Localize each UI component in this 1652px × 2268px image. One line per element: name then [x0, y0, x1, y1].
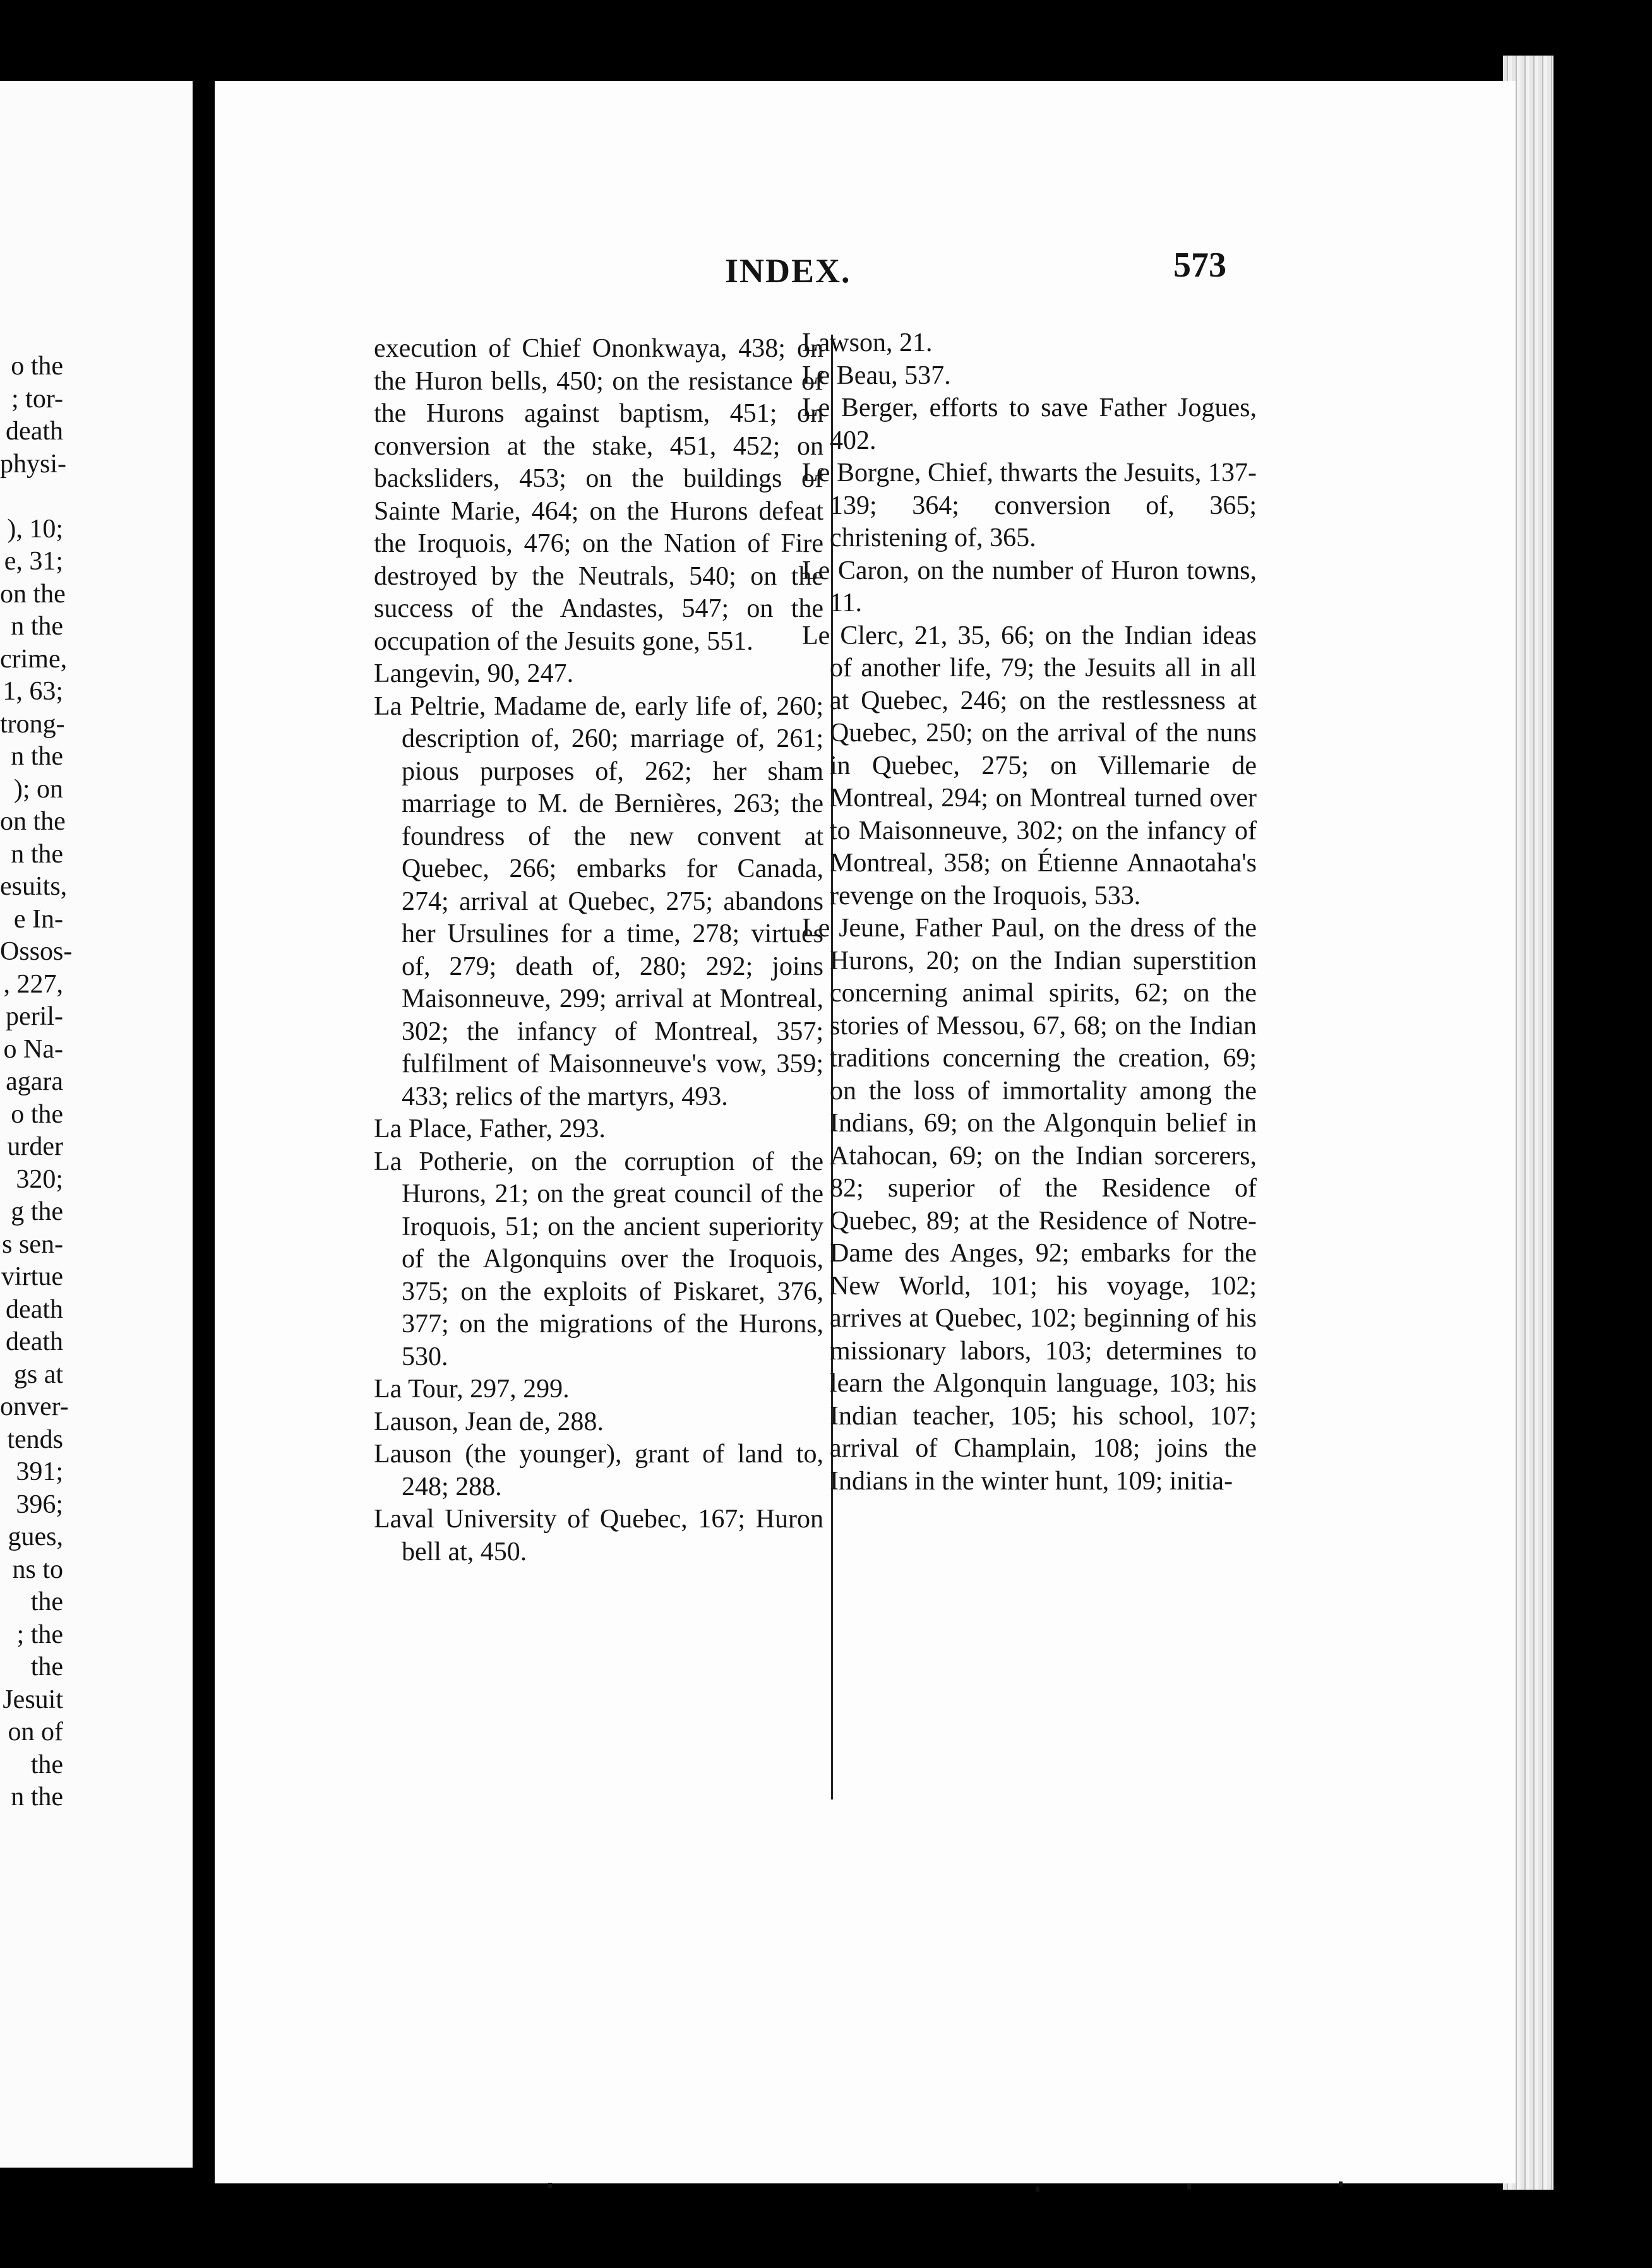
left-page-fragment: e, 31; — [4, 547, 63, 576]
index-entry: Le Berger, efforts to save Father Jogues, 402. — [802, 393, 1257, 455]
index-entry: Le Jeune, Father Paul, on the dress of the Hurons, 20; on the Indian superstition concerning animal spirits, 62; on the stories of Messou, 67, 68; on the Indian traditions concerning the creation, 69; on the loss of immortality among the Indians, 69; on the Algonquin belief in Atahocan, 69; on the Indian sorcerers, 82; superior of the Residence of Quebec, 89; at the Residence of Notre-Dame des Anges, 92; embarks for the New World, 101; his voyage, 102; arrives at Quebec, 102; beginning of his missionary labors, 103; determines to learn the Algonquin language, 103; his Indian teacher, 105; his school, 107; arrival of Champlain, 108; joins the Indians in the winter hunt, 109; initia- — [802, 914, 1257, 1496]
left-page-fragment: Jesuit — [3, 1685, 63, 1714]
left-page-fragment: g the — [11, 1197, 63, 1226]
index-entry: Lawson, 21. — [802, 328, 933, 357]
page-number: 573 — [1173, 246, 1226, 285]
left-page-fragment: s sen- — [2, 1229, 63, 1259]
left-page-fragment: death — [6, 417, 63, 446]
facing-page-left — [0, 81, 193, 2168]
left-page-fragment: n the — [11, 1782, 63, 1811]
left-page-fragment — [0, 480, 63, 513]
left-page-fragment: gs at — [13, 1359, 63, 1389]
index-entry: La Place, Father, 293. — [374, 1114, 606, 1143]
index-entry: Lauson (the younger), grant of land to, 248; 288. — [374, 1440, 823, 1501]
left-page-fragment: o the — [11, 352, 63, 381]
index-entry: Le Clerc, 21, 35, 66; on the Indian ideas of another life, 79; the Jesuits all in all at Quebec, 246; on the restlessness at Quebec, 250; on the arrival of the nuns in Quebec, 275; on Villemarie de Montreal, 294; on Montreal turned over to Maisonneuve, 302; on the infancy of Montreal, 358; on Étienne Annaotaha's revenge on the Iroquois, 533. — [802, 621, 1257, 910]
left-page-fragment: virtue — [1, 1262, 63, 1291]
left-page-fragment: ns to — [12, 1555, 63, 1584]
left-page-fragment: ); on — [13, 774, 63, 804]
left-page-fragment: 391; — [16, 1457, 63, 1486]
index-entry: Le Beau, 537. — [802, 361, 951, 390]
left-page-fragment: gues, — [8, 1522, 63, 1551]
running-header: INDEX. — [725, 252, 851, 290]
index-entry: La Tour, 297, 299. — [374, 1375, 570, 1404]
index-entry: Le Borgne, Chief, thwarts the Jesuits, 137-139; 364; conversion of, 365; christening of, 365. — [802, 458, 1257, 552]
index-entry: La Potherie, on the corruption of the Hurons, 21; on the great council of the Iroquois, 51; on the ancient superiority of the Algonquins over the Iroquois, 375; on the exploits of Piskaret, 376, 377; on the migrations of the Hurons, 530. — [374, 1147, 823, 1371]
left-page-fragment: trong- — [0, 709, 65, 739]
left-page-fragment: ; the — [16, 1620, 63, 1649]
left-page-fragment: agara — [6, 1067, 63, 1096]
left-page-fragment: the — [30, 1587, 63, 1616]
left-page-fragment: , 227, — [3, 969, 63, 999]
left-page-fragment: 1, 63; — [3, 677, 63, 706]
left-page-fragment: e In- — [13, 904, 63, 934]
left-page-fragment: physi- — [0, 449, 66, 479]
left-page-fragment: the — [30, 1750, 63, 1779]
index-column-left — [374, 333, 823, 1568]
left-page-fragment: Ossos- — [0, 937, 73, 966]
left-page-fragment: death — [6, 1327, 63, 1356]
left-page-fragment: onver- — [0, 1392, 69, 1421]
left-page-fragment: death — [6, 1294, 63, 1324]
left-page-fragment: crime, — [0, 644, 68, 674]
scan-specks — [0, 2181, 1652, 2194]
left-page-fragment: ), 10; — [7, 514, 63, 544]
left-page-fragment: esuits, — [0, 872, 68, 901]
index-entry: La Peltrie, Madame de, early life of, 260; description of, 260; marriage of, 261; pious purposes of, 262; her sham marriage to M. de Bernières, 263; the foundress of the new convent at Quebec, 266; embarks for Canada, 274; arrival at Quebec, 275; abandons her Ursulines for a time, 278; virtues of, 279; death of, 280; 292; joins Maisonneuve, 299; arrival at Montreal, 302; the infancy of Montreal, 357; fulfilment of Maisonneuve's vow, 359; 433; relics of the martyrs, 493. — [374, 691, 823, 1111]
left-page-fragment: 396; — [16, 1489, 63, 1519]
left-page-fragment: o Na- — [3, 1034, 63, 1064]
left-page-fragment: peril- — [6, 1002, 63, 1031]
left-page-fragment: n the — [11, 742, 63, 771]
left-page-fragment: urder — [7, 1132, 63, 1161]
left-page-fragment: n the — [11, 839, 63, 869]
index-entry: execution of Chief Ononkwaya, 438; on the Huron bells, 450; on the resistance of the Hurons against baptism, 451; on conversion at the stake, 451, 452; on backsliders, 453; on the buildings of Sainte Marie, 464; on the Hurons defeat the Iroquois, 476; on the Nation of Fire destroyed by the Neutrals, 540; on the success of the Andastes, 547; on the occupation of the Jesuits gone, 551. — [374, 334, 823, 656]
index-entry: Lauson, Jean de, 288. — [374, 1407, 604, 1436]
left-page-fragment: n the — [11, 612, 63, 641]
left-page-fragment: o the — [11, 1099, 63, 1129]
index-entry: Le Caron, on the number of Huron towns, 11. — [802, 556, 1257, 618]
index-entry: Laval University of Quebec, 167; Huron bell at, 450. — [374, 1505, 823, 1567]
index-entry: Langevin, 90, 247. — [374, 659, 574, 688]
left-page-fragment: on the — [0, 807, 66, 836]
left-page-fragment: the — [30, 1652, 63, 1681]
left-page-fragment: tends — [7, 1424, 63, 1454]
left-page-fragment: on the — [0, 579, 66, 609]
left-page-fragment: 320; — [16, 1164, 63, 1194]
left-page-fragment: on of — [8, 1717, 63, 1746]
left-page-fragment: ; tor- — [11, 384, 63, 414]
left-page-fragments — [0, 350, 73, 1814]
index-column-right — [802, 327, 1257, 1498]
